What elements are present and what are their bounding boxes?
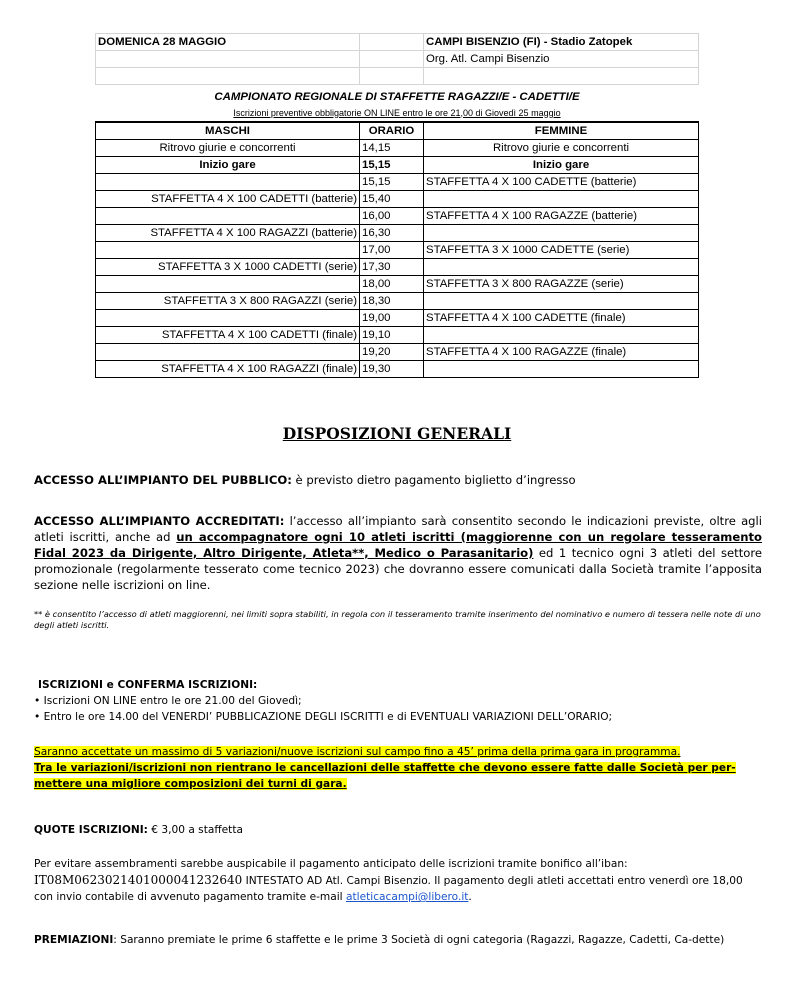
- accompanier-rule: un accompagnatore ogni 10 atleti iscritti (maggiorenne con un regolare tesseramento Fidal 2023 da Dirigente, Altro Dirigente, Atleta**, Medico o Parasanitario): [34, 530, 762, 560]
- schedule-row: [96, 242, 699, 259]
- orario-cell: 14,15: [360, 140, 424, 157]
- femmine-cell: [424, 361, 699, 378]
- accredited-footnote: ** è consentito l’accesso di atleti maggiorenni, nei limiti sopra stabiliti, in regola con il tesseramento tramite inserimento del nominativo e numero di tessera nelle note di uno degli atleti iscritti.: [34, 609, 761, 630]
- accredited-access-label: ACCESSO ALL’IMPIANTO ACCREDITATI:: [34, 514, 285, 528]
- schedule-table: [95, 33, 699, 378]
- maschi-cell: [96, 242, 360, 259]
- col-header-orario: ORARIO: [360, 122, 424, 140]
- schedule-row: [96, 157, 699, 174]
- public-access-label: ACCESSO ALL’IMPIANTO DEL PUBBLICO:: [34, 473, 292, 487]
- accredited-access-text: l’accesso all’impianto sarà consentito secondo le indicazioni previste, oltre agli atleti iscritti, anche ad: [34, 514, 762, 544]
- orario-cell: 18,00: [360, 276, 424, 293]
- accredited-access-text-2: ed 1 tecnico ogni 3 atleti del settore promozionale (regolarmente tesserato come tecnico 2023) che dovranno essere comunicati dalla Società tramite l’apposita sezione nelle iscrizioni on line.: [34, 546, 762, 592]
- awards-paragraph: [34, 932, 762, 948]
- maschi-cell: [96, 344, 360, 361]
- femmine-cell: [424, 327, 699, 344]
- orario-cell: 15,15: [360, 174, 424, 191]
- iban-number: IT08M0623021401000041232640: [34, 873, 243, 887]
- payment-text-2: INTESTATO AD Atl. Campi Bisenzio. Il pagamento degli atleti accettati entro venerdì ore 18,00 con invio contabile di avvenuto pagamento tramite e-mail: [34, 875, 743, 903]
- maschi-cell: STAFFETTA 4 X 100 RAGAZZI (batterie): [96, 225, 360, 242]
- femmine-cell: [424, 259, 699, 276]
- schedule-row: [96, 225, 699, 242]
- femmine-cell: Ritrovo giurie e concorrenti: [424, 140, 699, 157]
- schedule-row: [96, 327, 699, 344]
- schedule-row: [96, 208, 699, 225]
- registration-note: Iscrizioni preventive obbligatorie ON LINE entro le ore 21,00 di Giovedì 25 maggio: [96, 105, 699, 122]
- schedule-row: [96, 276, 699, 293]
- orario-cell: 16,30: [360, 225, 424, 242]
- schedule-row: [96, 191, 699, 208]
- variations-line-1: Saranno accettate un massimo di 5 variazioni/nuove iscrizioni sul campo fino a 45’ prima della prima gara in programma.: [34, 746, 681, 758]
- femmine-cell: STAFFETTA 4 X 100 CADETTE (finale): [424, 310, 699, 327]
- public-access-paragraph: [34, 472, 762, 488]
- maschi-cell: STAFFETTA 4 X 100 RAGAZZI (finale): [96, 361, 360, 378]
- schedule-grid: [96, 122, 699, 378]
- registration-item-2: • Entro le ore 14.00 del VENERDI’ PUBBLICAZIONE DEGLI ISCRITTI e di EVENTUALI VARIAZIONI DELL’ORARIO;: [34, 711, 613, 723]
- fees-label: QUOTE ISCRIZIONI:: [34, 824, 148, 836]
- femmine-cell: STAFFETTA 4 X 100 RAGAZZE (finale): [424, 344, 699, 361]
- schedule-header-row: [96, 122, 699, 140]
- fees-text: € 3,00 a staffetta: [147, 824, 243, 836]
- variations-line-3: mettere una migliore composizioni dei turni di gara.: [34, 778, 347, 790]
- event-date: DOMENICA 28 MAGGIO: [96, 34, 360, 51]
- femmine-cell: [424, 293, 699, 310]
- maschi-cell: Ritrovo giurie e concorrenti: [96, 140, 360, 157]
- payment-paragraph: Per evitare assembramenti sarebbe auspicabile il pagamento anticipato delle iscrizioni tramite bonifico all’iban: IT08M0623021401000041232640 INTESTATO AD Atl. Campi Bisenzio. Il pagamento degli atleti accettati entro venerdì ore 18,00 con invio contabile di avvenuto pagamento tramite e-mail atleticacampi@libero.it.: [34, 858, 743, 903]
- orario-cell: 18,30: [360, 293, 424, 310]
- registrations-label: ISCRIZIONI e CONFERMA ISCRIZIONI:: [38, 679, 258, 691]
- schedule-row: [96, 259, 699, 276]
- schedule-row: [96, 174, 699, 191]
- variations-line-2: Tra le variazioni/iscrizioni non rientrano le cancellazioni delle staffette che devono essere fatte dalle Società per per-: [34, 762, 736, 774]
- col-header-maschi: MASCHI: [96, 122, 360, 140]
- femmine-cell: STAFFETTA 4 X 100 CADETTE (batterie): [424, 174, 699, 191]
- orario-cell: 17,00: [360, 242, 424, 259]
- schedule-row: [96, 361, 699, 378]
- femmine-cell: [424, 225, 699, 242]
- public-access-text: è previsto dietro pagamento biglietto d’ingresso: [291, 473, 576, 487]
- maschi-cell: Inizio gare: [96, 157, 360, 174]
- femmine-cell: STAFFETTA 4 X 100 RAGAZZE (batterie): [424, 208, 699, 225]
- femmine-cell: STAFFETTA 3 X 800 RAGAZZE (serie): [424, 276, 699, 293]
- maschi-cell: STAFFETTA 4 X 100 CADETTI (finale): [96, 327, 360, 344]
- schedule-row: [96, 310, 699, 327]
- maschi-cell: [96, 310, 360, 327]
- event-venue: CAMPI BISENZIO (FI) - Stadio Zatopek: [424, 34, 699, 51]
- femmine-cell: [424, 191, 699, 208]
- col-header-femmine: FEMMINE: [424, 122, 699, 140]
- schedule-row: [96, 344, 699, 361]
- maschi-cell: [96, 208, 360, 225]
- orario-cell: 19,30: [360, 361, 424, 378]
- orario-cell: 15,15: [360, 157, 424, 174]
- email-link[interactable]: atleticacampi@libero.it: [345, 891, 469, 903]
- maschi-cell: STAFFETTA 3 X 1000 CADETTI (serie): [96, 259, 360, 276]
- maschi-cell: [96, 276, 360, 293]
- orario-cell: 19,10: [360, 327, 424, 344]
- fees-paragraph: [34, 822, 762, 838]
- maschi-cell: STAFFETTA 3 X 800 RAGAZZI (serie): [96, 293, 360, 310]
- championship-title: CAMPIONATO REGIONALE DI STAFFETTE RAGAZZI/E - CADETTI/E: [214, 90, 580, 103]
- schedule-row: [96, 293, 699, 310]
- event-organizer: Org. Atl. Campi Bisenzio: [424, 51, 699, 68]
- registration-item-1: • Iscrizioni ON LINE entro le ore 21.00 del Giovedì;: [34, 695, 302, 707]
- femmine-cell: Inizio gare: [424, 157, 699, 174]
- orario-cell: 15,40: [360, 191, 424, 208]
- accredited-access-paragraph: [34, 513, 762, 593]
- awards-label: PREMIAZIONI: [34, 934, 114, 946]
- maschi-cell: [96, 174, 360, 191]
- orario-cell: 19,20: [360, 344, 424, 361]
- femmine-cell: STAFFETTA 3 X 1000 CADETTE (serie): [424, 242, 699, 259]
- orario-cell: 19,00: [360, 310, 424, 327]
- schedule-row: [96, 140, 699, 157]
- variations-note: [34, 744, 762, 792]
- general-provisions-title: DISPOSIZIONI GENERALI: [282, 424, 512, 443]
- awards-text: : Saranno premiate le prime 6 staffette e le prime 3 Società di ogni categoria (Ragazzi, Ragazze, Cadetti, Ca-dette): [113, 934, 725, 946]
- orario-cell: 16,00: [360, 208, 424, 225]
- payment-text: Per evitare assembramenti sarebbe auspicabile il pagamento anticipato delle iscrizioni tramite bonifico all’iban:: [34, 858, 628, 870]
- orario-cell: 17,30: [360, 259, 424, 276]
- maschi-cell: STAFFETTA 4 X 100 CADETTI (batterie): [96, 191, 360, 208]
